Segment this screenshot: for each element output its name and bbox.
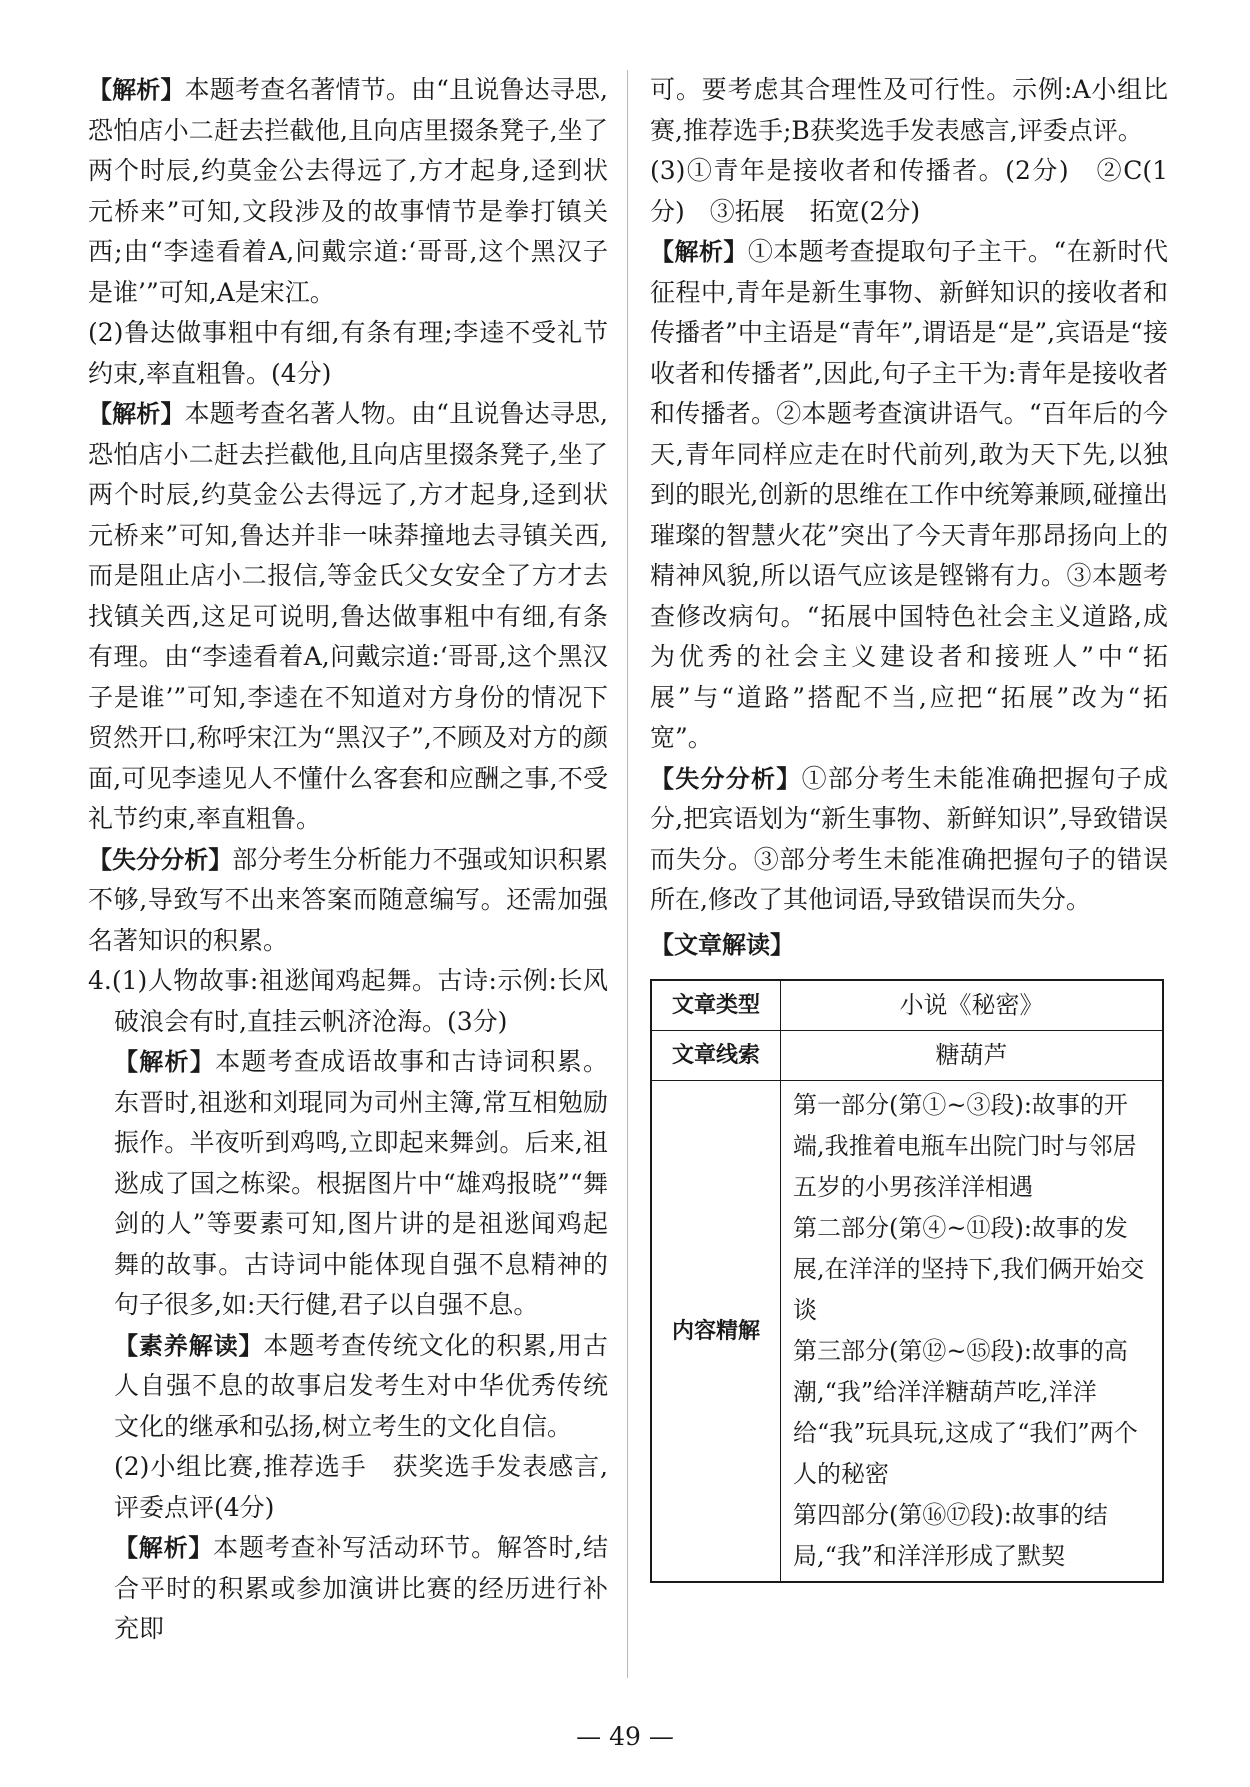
analysis-paragraph	[88, 1042, 608, 1326]
content-part: 第三部分(第⑫~⑮段):故事的高潮,“我”给洋洋糖葫芦吃,洋洋给“我”玩具玩,这成了“我们”两个人的秘密	[793, 1337, 1138, 1488]
literacy-text: 本题考查传统文化的积累,用古人自强不息的故事启发考生对中华优秀传统文化的继承和弘扬,树立考生的文化自信。	[114, 1330, 609, 1441]
error-analysis-tag: 【失分分析】	[650, 764, 802, 793]
error-analysis-text: 部分考生分析能力不强或知识积累不够,导致写不出来答案而随意编写。还需加强名著知识的积累。	[88, 844, 608, 955]
table-content-cell	[781, 1081, 1164, 1583]
analysis-text: 本题考查成语故事和古诗词积累。东晋时,祖逖和刘琨同为司州主簿,常互相勉励振作。半夜听到鸡鸣,立即起来舞剑。后来,祖逖成了国之栋梁。根据图片中“雄鸡报晓”“舞剑的人”等要素可知,图片讲的是祖逖闻鸡起舞的故事。古诗词中能体现自强不息精神的句子很多,如:天行健,君子以自强不息。	[114, 1047, 608, 1319]
table-value: 小说《秘密》	[781, 980, 1164, 1031]
table-value: 糖葫芦	[781, 1031, 1164, 1081]
analysis-text: 本题考查名著人物。由“且说鲁达寻思,恐怕店小二赶去拦截他,且向店里掇条凳子,坐了两个时辰,约莫金公去得远了,方才起身,迳到状元桥来”可知,鲁达并非一味莽撞地去寻镇关西,而是阻止店小二报信,等金氏父女安全了方才去找镇关西,这足可说明,鲁达做事粗中有细,有条有理。由“李逵看着A,问戴宗道:‘哥哥,这个黑汉子是谁’”可知,李逵在不知道对方身份的情况下贸然开口,称呼宋江为“黑汉子”,不顾及对方的颜面,可见李逵见人不懂什么客套和应酬之事,不受礼节约束,率直粗鲁。	[88, 399, 608, 833]
error-analysis-text: ①部分考生未能准确把握句子成分,把宾语划为“新生事物、新鲜知识”,导致错误而失分。③部分考生未能准确把握句子的错误所在,修改了其他词语,导致错误而失分。	[650, 763, 1168, 914]
right-column	[650, 70, 1168, 1583]
table-row	[651, 1081, 1163, 1583]
table-label: 文章类型	[651, 980, 781, 1031]
content-part: 第二部分(第④~⑪段):故事的发展,在洋洋的坚持下,我们俩开始交谈	[793, 1214, 1145, 1324]
table-row	[651, 1031, 1163, 1081]
table-row	[651, 980, 1163, 1031]
table-label: 内容精解	[651, 1081, 781, 1583]
left-column	[88, 70, 608, 1650]
analysis-paragraph	[88, 1528, 608, 1650]
error-analysis-paragraph	[88, 840, 608, 962]
literacy-paragraph	[88, 1326, 608, 1448]
literacy-tag: 【素养解读】	[114, 1331, 264, 1360]
question-4-answer: 4.(1)人物故事:祖逖闻鸡起舞。古诗:示例:长风破浪会有时,直挂云帆济沧海。(3分)	[88, 966, 608, 1036]
analysis-paragraph	[88, 394, 608, 840]
analysis-tag: 【解析】	[114, 1048, 216, 1076]
content-part: 第四部分(第⑯⑰段):故事的结局,“我”和洋洋形成了默契	[793, 1501, 1108, 1570]
answer-paragraph: (2)小组比赛,推荐选手 获奖选手发表感言,评委点评(4分)	[114, 1452, 608, 1522]
content-part: 第一部分(第①~③段):故事的开端,我推着电瓶车出院门时与邻居五岁的小男孩洋洋相遇	[793, 1091, 1137, 1201]
analysis-text: ①本题考查提取句子主干。“在新时代征程中,青年是新生事物、新鲜知识的接收者和传播者”中主语是“青年”,谓语是“是”,宾语是“接收者和传播者”,因此,句子主干为:青年是接收者和传播者。②本题考查演讲语气。“百年后的今天,青年同样应走在时代前列,敢为天下先,以独到的眼光,创新的思维在工作中统筹兼顾,碰撞出璀璨的智慧火花”突出了今天青年那昂扬向上的精神风貌,所以语气应该是铿锵有力。③本题考查修改病句。“拓展中国特色社会主义道路,成为优秀的社会主义建设者和接班人”中“拓展”与“道路”搭配不当,应把“拓展”改为“拓宽”。	[650, 237, 1168, 752]
analysis-text: 本题考查补写活动环节。解答时,结合平时的积累或参加演讲比赛的经历进行补充即	[114, 1533, 608, 1643]
answer-paragraph: (3)①青年是接收者和传播者。(2分) ②C(1分) ③拓展 拓宽(2分)	[650, 156, 1168, 226]
error-analysis-paragraph	[650, 759, 1168, 921]
section-title: 【文章解读】	[650, 930, 794, 959]
answer-paragraph: (2)鲁达做事粗中有细,有条有理;李逵不受礼节约束,率直粗鲁。(4分)	[88, 318, 608, 388]
analysis-tag: 【解析】	[88, 76, 185, 104]
analysis-tag: 【解析】	[114, 1534, 214, 1562]
error-analysis-tag: 【失分分析】	[88, 845, 233, 874]
table-label: 文章线索	[651, 1031, 781, 1081]
column-divider	[627, 70, 628, 1678]
article-interpretation-table	[650, 979, 1164, 1583]
analysis-tag: 【解析】	[650, 238, 748, 266]
analysis-paragraph	[650, 232, 1168, 759]
page-number: — 49 —	[576, 1722, 674, 1751]
continued-text: 可。要考虑其合理性及可行性。示例:A小组比赛,推荐选手;B获奖选手发表感言,评委点评。	[650, 75, 1168, 145]
analysis-text: 本题考查名著情节。由“且说鲁达寻思,恐怕店小二赶去拦截他,且向店里掇条凳子,坐了两个时辰,约莫金公去得远了,方才起身,迳到状元桥来”可知,文段涉及的故事情节是拳打镇关西;由“李逵看着A,问戴宗道:‘哥哥,这个黑汉子是谁’”可知,A是宋江。	[88, 75, 608, 307]
analysis-tag: 【解析】	[88, 400, 185, 428]
analysis-paragraph	[88, 70, 608, 313]
